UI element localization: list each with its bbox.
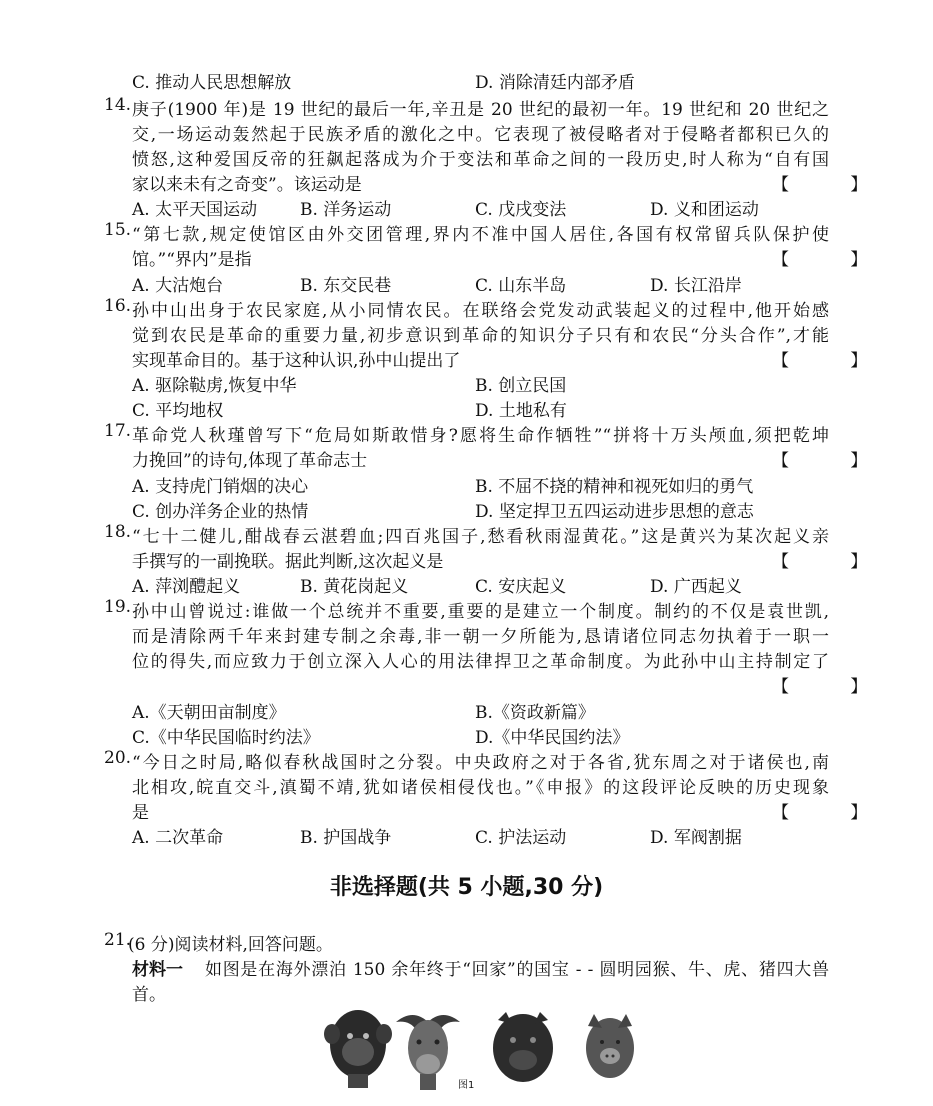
question-text-line: 手撰写的一副挽联。据此判断,这次起义是 xyxy=(132,552,444,572)
question-text-line: 位的得失,而应致力于创立深入人心的用法律捍卫之革命制度。为此孙中山主持制定了 xyxy=(132,652,829,672)
option-d: D. 长江沿岸 xyxy=(650,276,742,296)
question-number: 20. xyxy=(104,748,132,768)
q13-option-c: C. 推动人民思想解放 xyxy=(132,73,292,93)
zodiac-heads-figure xyxy=(318,1008,658,1092)
answer-bracket: 【 】 xyxy=(772,351,896,371)
question-text-line: 孙中山曾说过:谁做一个总统并不重要,重要的是建立一个制度。制约的不仅是袁世凯, xyxy=(132,602,829,622)
option-c: C. 山东半岛 xyxy=(475,276,567,296)
option-a: A. 驱除鞑虏,恢复中华 xyxy=(132,376,297,396)
question-number: 18. xyxy=(104,522,132,542)
question-text-line: 觉到农民是革命的重要力量,初步意识到革命的知识分子只有和农民“分头合作”,才能 xyxy=(132,326,829,346)
option-a: A. 支持虎门销烟的决心 xyxy=(132,477,309,497)
q13-option-d: D. 消除清廷内部矛盾 xyxy=(475,73,635,93)
question-text-line: 力挽回”的诗句,体现了革命志士 xyxy=(132,451,368,471)
answer-bracket: 【 】 xyxy=(772,552,896,572)
material-text-line: 首。 xyxy=(132,985,166,1005)
monkey-head-image xyxy=(324,1010,392,1088)
option-a: A. 二次革命 xyxy=(132,828,224,848)
question-text-line: 家以来未有之奇变”。该运动是 xyxy=(132,175,362,195)
question-text-line: “第七款,规定使馆区由外交团管理,界内不准中国人居住,各国有权常留兵队保护使 xyxy=(132,225,829,245)
question-text-line: 而是清除两千年来封建专制之余毒,非一朝一夕所能为,恳请诸位同志勿执着于一职一 xyxy=(132,627,829,647)
question-number: 21. xyxy=(104,930,132,950)
option-b: B.《资政新篇》 xyxy=(475,703,595,723)
option-c: C. 戊戌变法 xyxy=(475,200,567,220)
figure-caption: 图1 xyxy=(458,1080,475,1091)
answer-bracket: 【 】 xyxy=(772,677,896,697)
question-number: 17. xyxy=(104,421,132,441)
option-c: C. 创办洋务企业的热情 xyxy=(132,502,309,522)
question-text-line: “今日之时局,略似春秋战国时之分裂。中央政府之对于各省,犹东周之对于诸侯也,南 xyxy=(132,753,829,773)
option-d: D.《中华民国约法》 xyxy=(475,728,630,748)
option-b: B. 东交民巷 xyxy=(300,276,392,296)
question-text-line: 是 xyxy=(132,803,149,823)
answer-bracket: 【 】 xyxy=(772,250,896,270)
option-d: D. 义和团运动 xyxy=(650,200,759,220)
option-a: A. 太平天国运动 xyxy=(132,200,258,220)
option-a: A.《天朝田亩制度》 xyxy=(132,703,286,723)
option-b: B. 护国战争 xyxy=(300,828,392,848)
option-c: C. 安庆起义 xyxy=(475,577,567,597)
option-b: B. 黄花岗起义 xyxy=(300,577,409,597)
ox-head-image xyxy=(396,1015,460,1090)
option-c: C. 平均地权 xyxy=(132,401,224,421)
option-b: B. 不屈不挠的精神和视死如归的勇气 xyxy=(475,477,754,497)
question-number: 19. xyxy=(104,597,132,617)
answer-bracket: 【 】 xyxy=(772,451,896,471)
option-d: D. 土地私有 xyxy=(475,401,567,421)
answer-bracket: 【 】 xyxy=(772,175,896,195)
question-number: 15. xyxy=(104,220,132,240)
question-text-line: 庚子(1900 年)是 19 世纪的最后一年,辛丑是 20 世纪的最初一年。19 世纪和 20 世纪之 xyxy=(132,100,829,120)
question-text-line: “七十二健儿,酣战春云湛碧血;四百兆国子,愁看秋雨湿黄花。”这是黄兴为某次起义亲 xyxy=(132,527,829,547)
question-text-line: 实现革命目的。基于这种认识,孙中山提出了 xyxy=(132,351,461,371)
option-d: D. 广西起义 xyxy=(650,577,742,597)
question-text-line: 馆。”“界内”是指 xyxy=(132,250,252,270)
material-label xyxy=(132,955,183,980)
question-text-line: 愤怒,这种爱国反帝的狂飙起落成为介于变法和革命之间的一段历史,时人称为“自有国 xyxy=(132,150,829,170)
pig-head-image xyxy=(586,1014,634,1078)
question-text-line: 交,一场运动轰然起于民族矛盾的激化之中。它表现了被侵略者对于侵略者都积已久的 xyxy=(132,125,829,145)
option-c: C. 护法运动 xyxy=(475,828,567,848)
material-label-text: 材料一 xyxy=(132,960,183,980)
option-d: D. 军阀割据 xyxy=(650,828,742,848)
material-text-line: 如图是在海外漂泊 150 余年终于“回家”的国宝 - - 圆明园猴、牛、虎、猪四大兽 xyxy=(205,960,829,980)
question-number: 14. xyxy=(104,95,132,115)
question-number: 16. xyxy=(104,296,132,316)
question-text-line: 革命党人秋瑾曾写下“危局如斯敢惜身?愿将生命作牺牲”“拼将十万头颅血,须把乾坤 xyxy=(132,426,829,446)
option-d: D. 坚定捍卫五四运动进步思想的意志 xyxy=(475,502,754,522)
option-b: B. 创立民国 xyxy=(475,376,567,396)
question-text-line: 孙中山出身于农民家庭,从小同情农民。在联络会党发动武装起义的过程中,他开始感 xyxy=(132,301,829,321)
section-title: 非选择题(共 5 小题,30 分) xyxy=(329,875,604,900)
option-b: B. 洋务运动 xyxy=(300,200,392,220)
tiger-head-image xyxy=(493,1012,553,1082)
option-a: A. 萍浏醴起义 xyxy=(132,577,241,597)
option-a: A. 大沽炮台 xyxy=(132,276,224,296)
question-stem: (6 分)阅读材料,回答问题。 xyxy=(128,935,333,955)
option-c: C.《中华民国临时约法》 xyxy=(132,728,320,748)
answer-bracket: 【 】 xyxy=(772,803,896,823)
question-text-line: 北相攻,皖直交斗,滇蜀不靖,犹如诸侯相侵伐也。”《申报》的这段评论反映的历史现象 xyxy=(132,778,829,798)
